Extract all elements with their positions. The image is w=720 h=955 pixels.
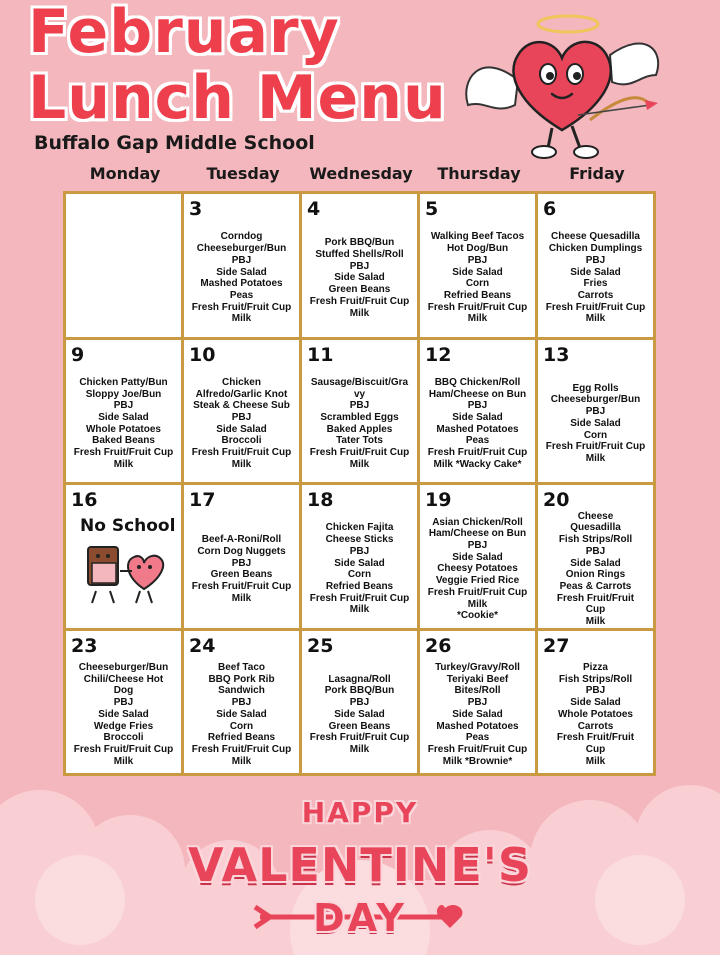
menu-item: Side Salad bbox=[452, 708, 503, 720]
menu-item: PBJ bbox=[585, 254, 606, 266]
weekday-header bbox=[66, 164, 656, 183]
footer-day: DAY bbox=[313, 896, 407, 940]
menu-items bbox=[422, 661, 533, 770]
menu-item: PBJ bbox=[231, 557, 252, 569]
menu-item: Mashed Potatoes bbox=[436, 423, 519, 435]
menu-item: Corn Dog Nuggets bbox=[197, 545, 286, 557]
menu-item: Milk *Brownie* bbox=[442, 755, 513, 767]
title-line-1: February bbox=[28, 0, 340, 67]
menu-item: Milk bbox=[585, 755, 606, 767]
day-cell bbox=[184, 194, 299, 337]
day-cell bbox=[66, 631, 181, 774]
menu-item: Side Salad bbox=[452, 551, 503, 563]
day-cell bbox=[184, 485, 299, 628]
day-number: 20 bbox=[543, 489, 570, 511]
menu-item: Fresh Fruit/Fruit Cup bbox=[73, 744, 174, 755]
menu-item: Fresh Fruit/Fruit Cup bbox=[191, 447, 292, 459]
menu-item: Milk bbox=[585, 616, 606, 628]
menu-items bbox=[540, 510, 651, 628]
menu-item: BBQ Chicken/Roll bbox=[434, 376, 521, 388]
menu-item: Side Salad bbox=[570, 697, 621, 709]
weekday-label: Monday bbox=[89, 164, 161, 183]
menu-item: Sausage/Biscuit/Gra bbox=[310, 376, 409, 388]
menu-item: Milk bbox=[585, 313, 606, 325]
day-cell bbox=[420, 340, 535, 483]
menu-item: Milk bbox=[231, 313, 252, 325]
weekday-label: Friday bbox=[569, 164, 625, 183]
menu-item: Milk bbox=[467, 313, 488, 325]
menu-item: Fresh Fruit/Fruit Cup bbox=[309, 295, 410, 307]
menu-item: Cheese Sticks bbox=[325, 534, 394, 546]
menu-item: Refried Beans bbox=[443, 289, 512, 301]
menu-item: Fish Strips/Roll bbox=[558, 673, 633, 685]
menu-item: PBJ bbox=[585, 685, 606, 697]
menu-item: Beef-A-Roni/Roll bbox=[201, 534, 282, 546]
chocolate-and-heart-icon bbox=[76, 541, 176, 611]
day-number: 17 bbox=[189, 489, 216, 511]
menu-items bbox=[540, 224, 651, 333]
menu-item: Dog bbox=[113, 685, 134, 697]
menu-item: Side Salad bbox=[334, 557, 385, 569]
menu-item: Fresh Fruit/Fruit Cup bbox=[545, 301, 646, 313]
no-school-note: No School bbox=[80, 516, 176, 536]
menu-item: PBJ bbox=[113, 697, 134, 709]
menu-item: Egg Rolls bbox=[572, 382, 619, 394]
menu-item: Fries bbox=[583, 278, 608, 290]
menu-item: PBJ bbox=[349, 260, 370, 272]
menu-item: Fresh Fruit/Fruit Cup bbox=[191, 744, 292, 755]
menu-items bbox=[304, 370, 415, 479]
menu-item: Fish Strips/Roll bbox=[558, 534, 633, 546]
menu-item: Pizza bbox=[582, 662, 608, 674]
day-number: 18 bbox=[307, 489, 334, 511]
menu-item: PBJ bbox=[349, 545, 370, 557]
menu-items bbox=[68, 661, 179, 770]
menu-item: Milk bbox=[349, 307, 370, 319]
day-number: 25 bbox=[307, 634, 334, 657]
menu-item: Side Salad bbox=[216, 266, 267, 278]
menu-item: Milk *Wacky Cake* bbox=[433, 458, 522, 470]
day-number: 9 bbox=[71, 343, 85, 366]
day-number: 26 bbox=[425, 634, 452, 657]
menu-item: Sloppy Joe/Bun bbox=[85, 388, 162, 400]
day-number: 12 bbox=[425, 343, 452, 366]
menu-item: Side Salad bbox=[216, 708, 267, 720]
menu-item: Side Salad bbox=[570, 266, 621, 278]
menu-item: Green Beans bbox=[328, 284, 391, 296]
menu-items bbox=[68, 370, 179, 479]
title-line-2: Lunch Menu bbox=[28, 63, 447, 133]
menu-item: vy bbox=[353, 388, 366, 400]
menu-item: PBJ bbox=[349, 400, 370, 412]
menu-item: Onion Rings bbox=[565, 569, 626, 581]
menu-item: Baked Beans bbox=[92, 435, 155, 447]
menu-item: Refried Beans bbox=[207, 732, 276, 744]
menu-items bbox=[422, 370, 533, 479]
menu-item: Baked Apples bbox=[326, 423, 393, 435]
menu-item: Cup bbox=[585, 604, 606, 616]
menu-item: Ham/Cheese on Bun bbox=[428, 388, 527, 400]
menu-item: Cheese bbox=[577, 510, 614, 522]
menu-item: Corn bbox=[229, 720, 254, 732]
menu-item: Peas & Carrots bbox=[559, 580, 632, 592]
menu-item: Green Beans bbox=[328, 720, 391, 732]
menu-item: Milk bbox=[113, 755, 134, 767]
menu-item: Chicken Fajita bbox=[325, 522, 394, 534]
menu-item: Fresh Fruit/Fruit Cup bbox=[191, 580, 292, 592]
menu-item: PBJ bbox=[585, 406, 606, 418]
menu-item: PBJ bbox=[467, 697, 488, 709]
menu-item: Fresh Fruit/Fruit Cup bbox=[427, 744, 528, 755]
menu-item: Broccoli bbox=[103, 732, 144, 744]
day-cell bbox=[184, 631, 299, 774]
menu-items bbox=[304, 224, 415, 333]
weekday-label: Thursday bbox=[437, 164, 521, 183]
menu-item: Side Salad bbox=[334, 708, 385, 720]
menu-item: PBJ bbox=[349, 697, 370, 709]
menu-item: Pork BBQ/Bun bbox=[324, 237, 395, 249]
day-cell bbox=[302, 194, 417, 337]
menu-item: Broccoli bbox=[221, 435, 262, 447]
menu-item: Chicken Patty/Bun bbox=[79, 376, 168, 388]
menu-item: Scrambled Eggs bbox=[320, 412, 399, 424]
menu-item: *Cookie* bbox=[456, 610, 499, 622]
menu-item: PBJ bbox=[231, 412, 252, 424]
menu-item: Stuffed Shells/Roll bbox=[315, 248, 404, 260]
menu-item: Chili/Cheese Hot bbox=[83, 673, 164, 685]
menu-item: Side Salad bbox=[570, 557, 621, 569]
menu-item: Corn bbox=[465, 278, 490, 290]
menu-item: Teriyaki Beef bbox=[446, 673, 509, 685]
menu-item: Milk bbox=[349, 604, 370, 616]
menu-item: Turkey/Gravy/Roll bbox=[435, 662, 520, 674]
menu-item: PBJ bbox=[467, 400, 488, 412]
menu-item: Side Salad bbox=[98, 708, 149, 720]
menu-item: Cheeseburger/Bun bbox=[196, 243, 287, 255]
menu-item: Mashed Potatoes bbox=[200, 278, 283, 290]
day-number: 5 bbox=[425, 198, 439, 220]
day-cell bbox=[66, 340, 181, 483]
menu-item: PBJ bbox=[231, 254, 252, 266]
menu-item: Fresh Fruit/Fruit bbox=[556, 592, 635, 604]
menu-item: Pork BBQ/Bun bbox=[324, 685, 395, 697]
menu-item: Fresh Fruit/Fruit Cup bbox=[427, 586, 528, 598]
menu-item: Bites/Roll bbox=[454, 685, 501, 697]
menu-item: Veggie Fried Rice bbox=[435, 575, 520, 587]
menu-item: Side Salad bbox=[334, 272, 385, 284]
menu-item: Fresh Fruit/Fruit Cup bbox=[545, 441, 646, 453]
menu-items bbox=[186, 515, 297, 624]
menu-item: Corndog bbox=[220, 231, 263, 243]
menu-item: Whole Potatoes bbox=[85, 423, 161, 435]
menu-item: Sandwich bbox=[218, 685, 265, 697]
menu-item: Fresh Fruit/Fruit Cup bbox=[309, 592, 410, 604]
day-cell bbox=[420, 631, 535, 774]
menu-items bbox=[186, 661, 297, 770]
day-number: 11 bbox=[307, 343, 334, 366]
menu-item: Cheesy Potatoes bbox=[437, 563, 518, 575]
footer-valentines: VALENTINE'S bbox=[188, 838, 532, 892]
day-number: 27 bbox=[543, 634, 570, 657]
menu-item: Fresh Fruit/Fruit Cup bbox=[191, 301, 292, 313]
day-number: 19 bbox=[425, 489, 452, 511]
menu-item: PBJ bbox=[231, 697, 252, 709]
day-cell bbox=[66, 194, 181, 337]
menu-item: PBJ bbox=[467, 254, 488, 266]
menu-items bbox=[422, 224, 533, 333]
school-name: Buffalo Gap Middle School bbox=[34, 132, 315, 154]
menu-item: Side Salad bbox=[452, 266, 503, 278]
menu-item: Green Beans bbox=[210, 569, 273, 581]
menu-item: PBJ bbox=[585, 545, 606, 557]
menu-item: Cup bbox=[585, 744, 606, 755]
menu-item: Mashed Potatoes bbox=[436, 720, 519, 732]
menu-item: Milk bbox=[349, 458, 370, 470]
day-number: 16 bbox=[71, 489, 98, 511]
day-number: 13 bbox=[543, 343, 570, 366]
day-number: 24 bbox=[189, 634, 216, 657]
menu-item: Fresh Fruit/Fruit bbox=[556, 732, 635, 744]
menu-item: Side Salad bbox=[216, 423, 267, 435]
day-cell bbox=[538, 340, 653, 483]
menu-item: BBQ Pork Rib bbox=[208, 673, 275, 685]
menu-item: Hot Dog/Bun bbox=[446, 243, 509, 255]
menu-item: Fresh Fruit/Fruit Cup bbox=[309, 447, 410, 459]
menu-item: Side Salad bbox=[570, 417, 621, 429]
day-cell bbox=[538, 485, 653, 628]
menu-item: Chicken Dumplings bbox=[548, 243, 643, 255]
menu-item: Milk bbox=[113, 458, 134, 470]
menu-item: Corn bbox=[583, 429, 608, 441]
day-cell bbox=[302, 631, 417, 774]
menu-item: Steak & Cheese Sub bbox=[193, 400, 290, 412]
menu-item: Milk bbox=[585, 453, 606, 464]
menu-item: Corn bbox=[347, 569, 372, 581]
day-number: 4 bbox=[307, 198, 321, 220]
day-cell bbox=[420, 485, 535, 628]
menu-item: Peas bbox=[229, 289, 254, 301]
day-cell bbox=[538, 631, 653, 774]
day-cell bbox=[538, 194, 653, 337]
menu-items bbox=[422, 515, 533, 624]
menu-items bbox=[304, 515, 415, 624]
menu-item: Carrots bbox=[577, 289, 614, 301]
menu-item: Fresh Fruit/Fruit Cup bbox=[427, 301, 528, 313]
day-number: 6 bbox=[543, 198, 557, 220]
menu-item: Fresh Fruit/Fruit Cup bbox=[309, 732, 410, 744]
menu-item: Alfredo/Garlic Knot bbox=[195, 388, 288, 400]
menu-item: Refried Beans bbox=[325, 580, 394, 592]
cupid-heart-icon bbox=[460, 10, 665, 160]
menu-calendar-grid bbox=[63, 191, 656, 776]
menu-item: Cheese Quesadilla bbox=[551, 231, 640, 243]
menu-item: Fresh Fruit/Fruit Cup bbox=[427, 447, 528, 459]
menu-items bbox=[186, 224, 297, 333]
day-number: 10 bbox=[189, 343, 216, 366]
menu-item: Beef Taco bbox=[217, 662, 266, 674]
footer-happy: HAPPY bbox=[301, 796, 419, 829]
menu-item: Whole Potatoes bbox=[557, 708, 633, 720]
menu-items bbox=[540, 370, 651, 479]
menu-item: Asian Chicken/Roll bbox=[432, 516, 523, 528]
day-cell bbox=[302, 340, 417, 483]
weekday-label: Tuesday bbox=[206, 164, 280, 183]
day-number: 3 bbox=[189, 198, 203, 220]
day-cell bbox=[66, 485, 181, 628]
menu-item: Cheeseburger/Bun bbox=[550, 394, 641, 406]
day-number: 23 bbox=[71, 634, 98, 657]
menu-item: Milk bbox=[467, 598, 488, 610]
menu-item: Side Salad bbox=[98, 412, 149, 424]
menu-item: Milk bbox=[349, 744, 370, 755]
menu-item: Side Salad bbox=[452, 412, 503, 424]
menu-item: Walking Beef Tacos bbox=[430, 231, 525, 243]
day-cell bbox=[302, 485, 417, 628]
day-cell bbox=[420, 194, 535, 337]
menu-item: Quesadilla bbox=[570, 522, 621, 534]
menu-items bbox=[186, 370, 297, 479]
menu-item: Chicken bbox=[222, 376, 261, 388]
menu-item: Milk bbox=[231, 458, 252, 470]
menu-item: Lasagna/Roll bbox=[328, 673, 391, 685]
menu-items bbox=[540, 661, 651, 770]
menu-item: Peas bbox=[465, 732, 490, 744]
menu-item: Peas bbox=[465, 435, 490, 447]
menu-item: PBJ bbox=[467, 539, 488, 551]
weekday-label: Wednesday bbox=[309, 164, 413, 183]
menu-item: Wedge Fries bbox=[93, 720, 154, 732]
menu-item: PBJ bbox=[113, 400, 134, 412]
menu-item: Milk bbox=[231, 755, 252, 767]
menu-item: Milk bbox=[231, 592, 252, 604]
menu-item: Carrots bbox=[577, 720, 614, 732]
menu-item: Fresh Fruit/Fruit Cup bbox=[73, 447, 174, 459]
day-cell bbox=[184, 340, 299, 483]
menu-item: Tater Tots bbox=[336, 435, 383, 447]
menu-item: Cheeseburger/Bun bbox=[78, 662, 169, 674]
menu-item: Ham/Cheese on Bun bbox=[428, 528, 527, 540]
menu-items bbox=[304, 661, 415, 770]
